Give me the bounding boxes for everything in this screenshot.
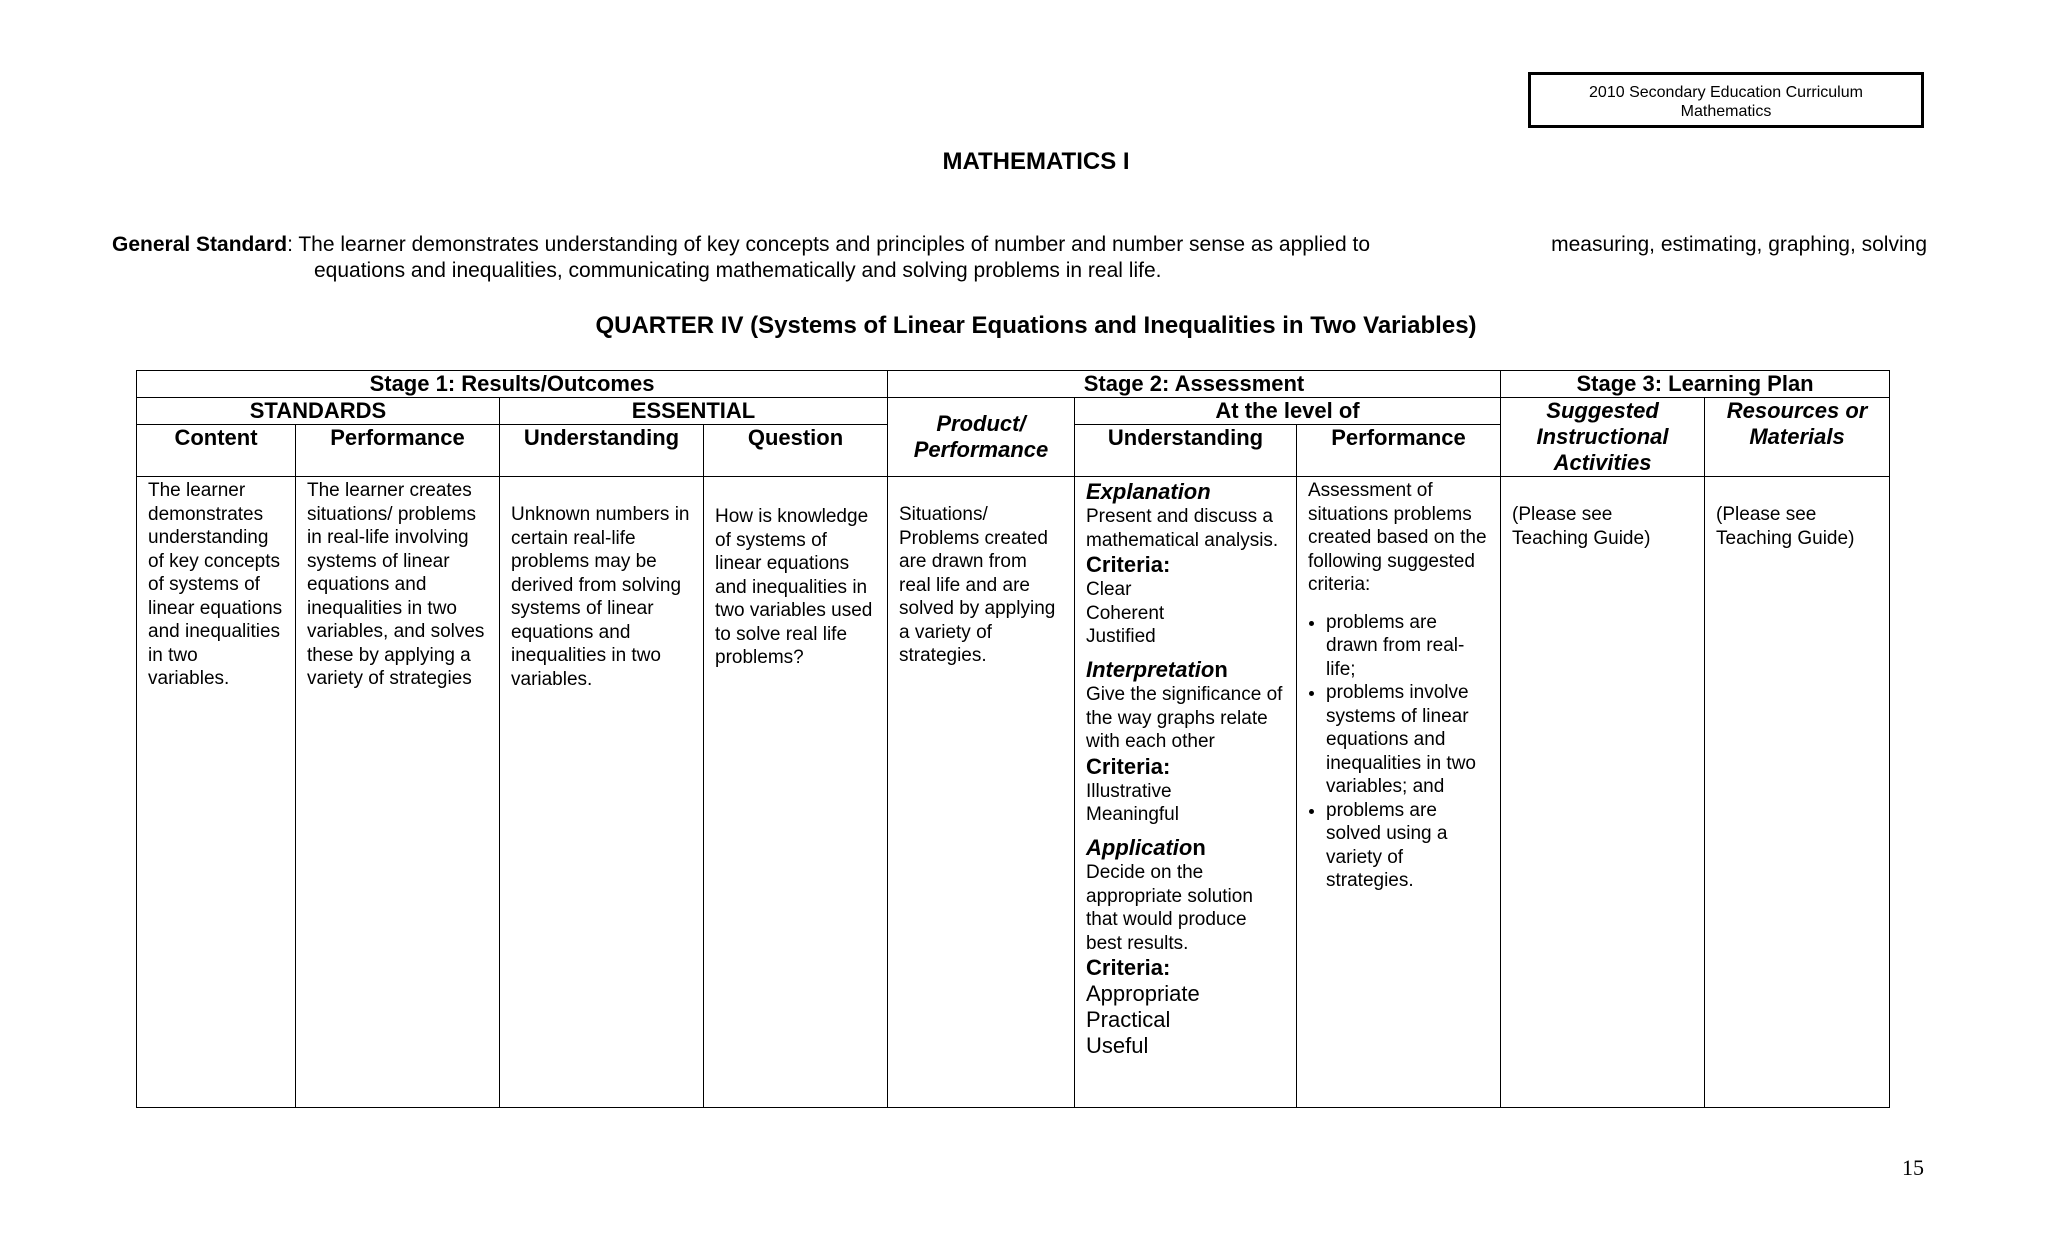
performance-cell: The learner creates situations/ problems in real-life involving systems of linear equations and inequalities in two variables, and solves these by applying a variety of strategies	[296, 477, 500, 1108]
explanation-text: Present and discuss a mathematical analysis.	[1086, 506, 1279, 551]
general-standard-text-3: equations and inequalities, communicating mathematically and solving problems in real life.	[314, 259, 1162, 282]
standards-header: STANDARDS	[137, 398, 500, 425]
header-line-2: Mathematics	[1680, 103, 1772, 120]
criterion-appropriate: Appropriate	[1086, 981, 1200, 1006]
interpretation-heading-tail: n	[1214, 656, 1228, 682]
performance-col-header: Performance	[296, 425, 500, 477]
assessment-performance-cell	[1297, 477, 1501, 1108]
application-heading: Applicatio	[1086, 834, 1193, 860]
content-cell: The learner demonstrates understanding of key concepts of systems of linear equations and inequalities in two variables.	[137, 477, 296, 1108]
question-col-header: Question	[704, 425, 888, 477]
general-standard-text-2: measuring, estimating, graphing, solving	[1551, 233, 1927, 256]
content-col-header: Content	[137, 425, 296, 477]
product-cell: Situations/ Problems created are drawn from real life and are solved by applying a variety of strategies.	[888, 477, 1075, 1108]
criterion-coherent: Coherent	[1086, 602, 1165, 624]
general-standard	[112, 232, 1927, 284]
page-number: 15	[1902, 1155, 1924, 1180]
question-cell: How is knowledge of systems of linear equations and inequalities in two variables used to solve real life problems?	[704, 477, 888, 1108]
general-standard-label: General Standard	[112, 233, 288, 256]
resources-header: Resources or Materials	[1705, 398, 1890, 477]
interpretation-text: Give the significance of the way graphs relate with each other	[1086, 684, 1283, 752]
criteria-label-2: Criteria:	[1086, 753, 1171, 779]
stage2-header: Stage 2: Assessment	[888, 371, 1501, 398]
header-line-1: 2010 Secondary Education Curriculum	[1589, 84, 1863, 101]
quarter-title: QUARTER IV (Systems of Linear Equations and Inequalities in Two Variables)	[595, 312, 1477, 339]
criterion-useful: Useful	[1086, 1033, 1149, 1058]
activities-cell: (Please see Teaching Guide)	[1501, 477, 1705, 1108]
stage1-header: Stage 1: Results/Outcomes	[137, 371, 888, 398]
assessment-understanding-col-header: Understanding	[1075, 425, 1297, 477]
stage3-header: Stage 3: Learning Plan	[1501, 371, 1890, 398]
criterion-illustrative: Illustrative	[1086, 780, 1172, 802]
criterion-practical: Practical	[1086, 1007, 1171, 1032]
general-standard-text-1: : The learner demonstrates understanding of key concepts and principles of number and number sense as applied to	[287, 233, 1370, 256]
criteria-label-3: Criteria:	[1086, 955, 1171, 980]
perf-criterion-item: • problems are solved using a variety of strategies.	[1326, 799, 1489, 893]
application-text: Decide on the appropriate solution that would produce best results.	[1086, 862, 1253, 954]
perf-criterion-item: • problems are drawn from real-life;	[1326, 611, 1489, 682]
interpretation-heading: Interpretatio	[1086, 656, 1215, 682]
criterion-clear: Clear	[1086, 579, 1132, 600]
suggested-activities-header: Suggested Instructional Activities	[1501, 398, 1705, 477]
understanding-cell: Unknown numbers in certain real-life problems may be derived from solving systems of linear equations and inequalities in two variables.	[500, 477, 704, 1108]
curriculum-header-box	[1528, 72, 1924, 128]
materials-cell: (Please see Teaching Guide)	[1705, 477, 1890, 1108]
application-heading-tail: n	[1192, 834, 1206, 860]
perf-assessment-intro: Assessment of situations problems created based on the following suggested criteria:	[1308, 480, 1487, 595]
assessment-performance-col-header: Performance	[1297, 425, 1501, 477]
page-title: MATHEMATICS I	[942, 148, 1130, 175]
criterion-meaningful: Meaningful	[1086, 804, 1179, 825]
product-performance-header: Product/ Performance	[888, 398, 1075, 477]
perf-criterion-item: • problems involve systems of linear equations and inequalities in two variables; and	[1326, 681, 1489, 799]
explanation-heading: Explanation	[1086, 479, 1211, 504]
criteria-label-1: Criteria:	[1086, 552, 1171, 577]
essential-header: ESSENTIAL	[500, 398, 888, 425]
criterion-justified: Justified	[1086, 626, 1156, 647]
assessment-understanding-cell	[1075, 477, 1297, 1108]
at-level-header: At the level of	[1075, 398, 1501, 425]
understanding-col-header: Understanding	[500, 425, 704, 477]
perf-criteria-list	[1308, 611, 1489, 893]
curriculum-table	[136, 370, 1890, 1108]
